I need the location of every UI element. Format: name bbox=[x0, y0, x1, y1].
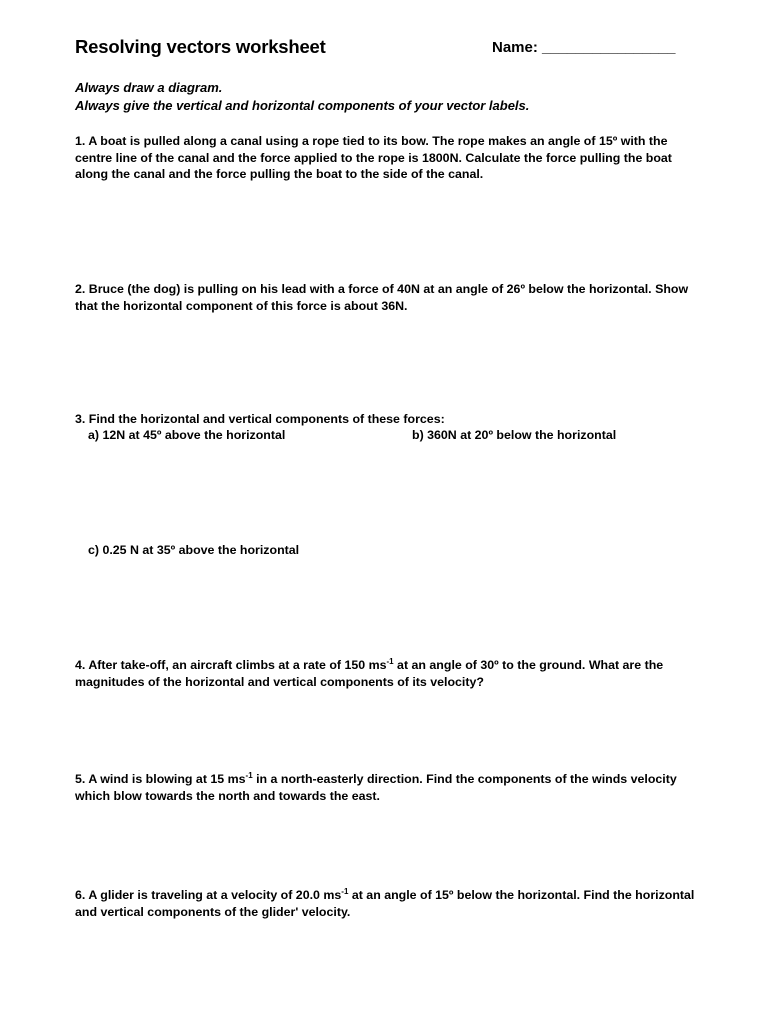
question-1: 1. A boat is pulled along a canal using a rope tied to its bow. The rope makes an angle of 15º with the centre line of the canal and the force applied to the rope is 1800N. Calculate the force pulling the boat along the canal and the force pulling the boat to the side of the canal. bbox=[75, 134, 672, 181]
question-5 bbox=[75, 771, 705, 804]
question-4-text-start: 4. After take-off, an aircraft climbs at a rate of 150 ms bbox=[75, 658, 387, 672]
question-3b: b) 360N at 20º below the horizontal bbox=[412, 428, 617, 442]
question-2: 2. Bruce (the dog) is pulling on his lead with a force of 40N at an angle of 26º below the horizontal. Show that the horizontal component of this force is about 36N. bbox=[75, 282, 689, 313]
question-5-unit-exponent: -1 bbox=[245, 770, 253, 780]
instruction-components: Always give the vertical and horizontal components of your vector labels. bbox=[75, 98, 530, 113]
question-4-unit-exponent: -1 bbox=[386, 656, 394, 666]
page-title: Resolving vectors worksheet bbox=[75, 36, 326, 57]
question-3c: c) 0.25 N at 35º above the horizontal bbox=[88, 543, 300, 557]
question-5-text-start: 5. A wind is blowing at 15 ms bbox=[75, 772, 246, 786]
question-6-text-start: 6. A glider is traveling at a velocity of 20.0 ms bbox=[75, 888, 342, 902]
question-5-text-end: in a north-easterly direction. Find the components of the winds velocity which blow towards the north and towards the east. bbox=[75, 772, 677, 803]
question-4-text-end: at an angle of 30º to the ground. What are the magnitudes of the horizontal and vertical components of its velocity? bbox=[75, 658, 664, 689]
question-6-text-end: at an angle of 15º below the horizontal. Find the horizontal and vertical components of the glider' velocity. bbox=[75, 888, 695, 919]
question-3: 3. Find the horizontal and vertical components of these forces: bbox=[75, 412, 445, 426]
question-4 bbox=[75, 657, 705, 690]
instruction-diagram: Always draw a diagram. bbox=[75, 80, 223, 95]
question-6 bbox=[75, 887, 705, 920]
name-field-label: Name: ________________ bbox=[492, 39, 676, 56]
question-3a: a) 12N at 45º above the horizontal bbox=[88, 428, 286, 442]
question-6-unit-exponent: -1 bbox=[341, 886, 349, 896]
